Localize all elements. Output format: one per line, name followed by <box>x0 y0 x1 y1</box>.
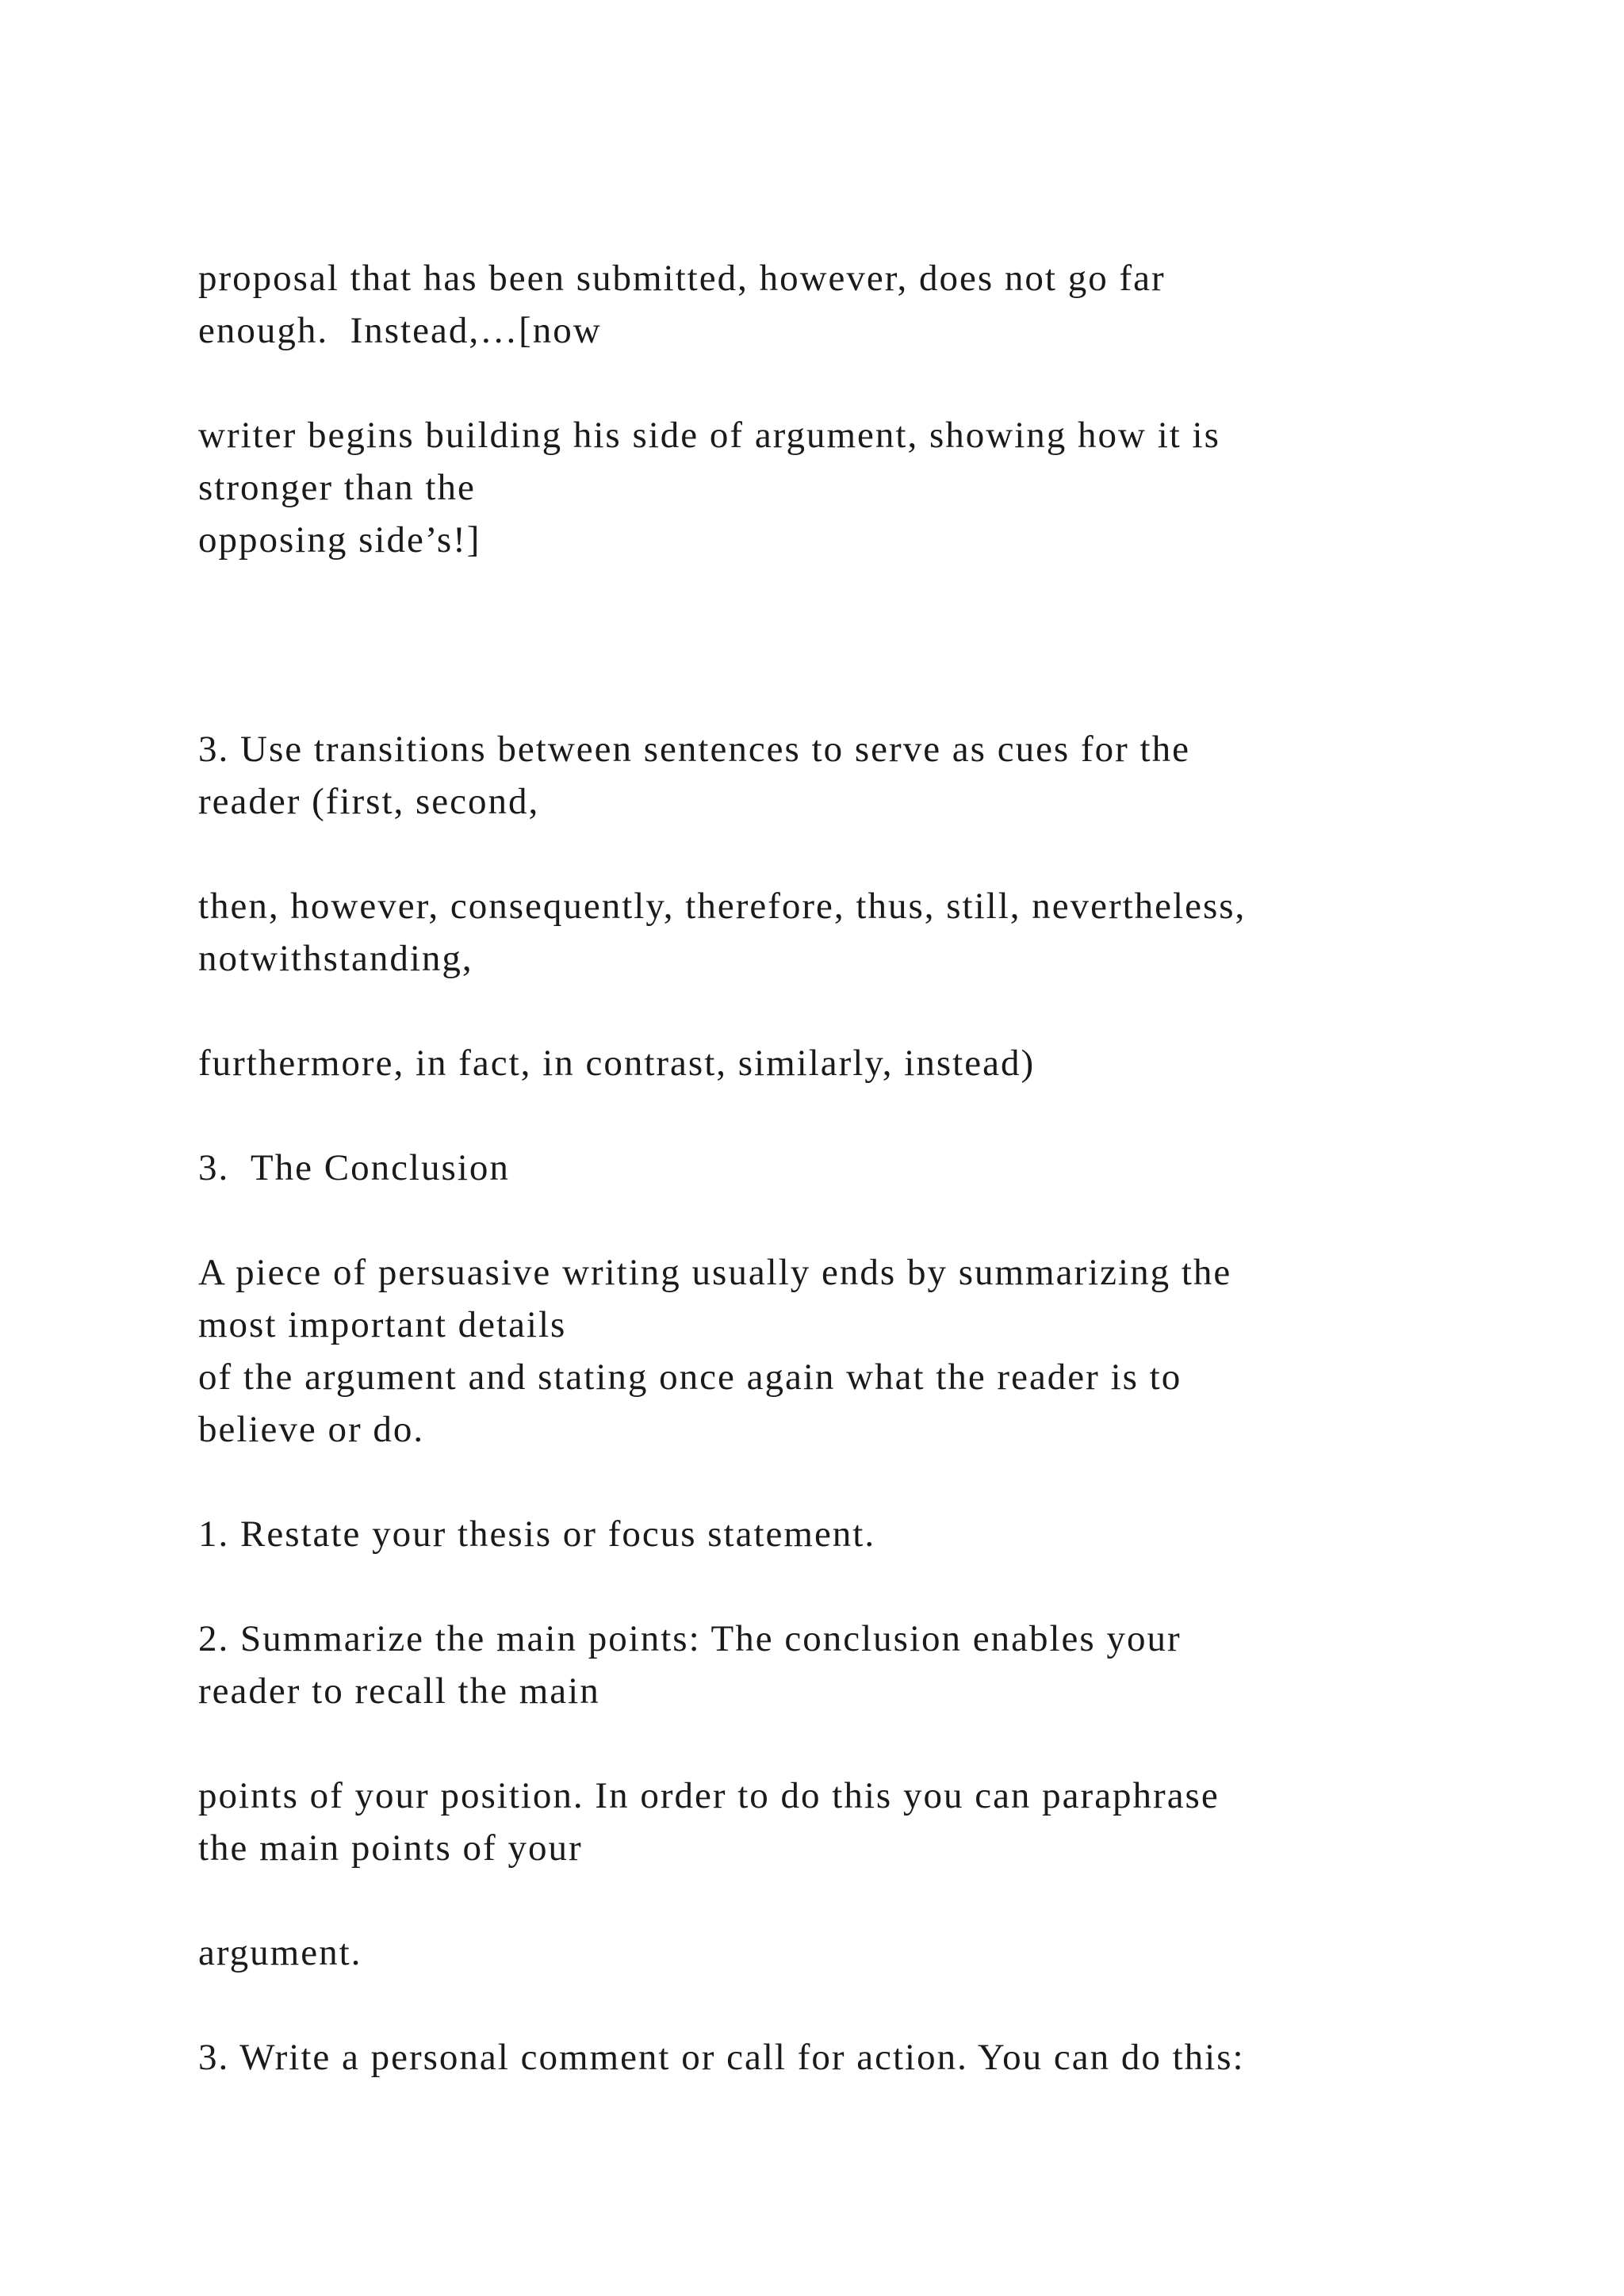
text-line: stronger than the <box>198 467 476 508</box>
text-line: enough. Instead,…[now <box>198 310 602 351</box>
text-line: 3. Write a personal comment or call for action. You can do this: <box>198 2037 1245 2078</box>
text-line: argument. <box>198 1932 362 1973</box>
text-line: then, however, consequently, therefore, thus, still, nevertheless, <box>198 886 1247 927</box>
text-line: A piece of persuasive writing usually ends by summarizing the <box>198 1252 1232 1293</box>
text-line: most important details <box>198 1304 567 1345</box>
text-line: 3. Use transitions between sentences to serve as cues for the <box>198 729 1190 770</box>
text-line: 2. Summarize the main points: The conclusion enables your <box>198 1618 1182 1659</box>
section-heading: 3. The Conclusion <box>198 1147 510 1188</box>
text-line: points of your position. In order to do this you can paraphrase <box>198 1775 1220 1816</box>
text-line: notwithstanding, <box>198 938 473 979</box>
text-line: reader (first, second, <box>198 781 540 822</box>
text-line: of the argument and stating once again what the reader is to <box>198 1357 1182 1398</box>
text-line: writer begins building his side of argument, showing how it is <box>198 415 1220 456</box>
text-line: believe or do. <box>198 1409 425 1450</box>
text-line: 1. Restate your thesis or focus statement. <box>198 1513 876 1555</box>
text-line: opposing side’s!] <box>198 519 481 561</box>
text-line: reader to recall the main <box>198 1670 600 1712</box>
text-line: furthermore, in fact, in contrast, similarly, instead) <box>198 1043 1036 1084</box>
text-line: proposal that has been submitted, however, does not go far <box>198 258 1166 299</box>
text-line: the main points of your <box>198 1827 583 1869</box>
